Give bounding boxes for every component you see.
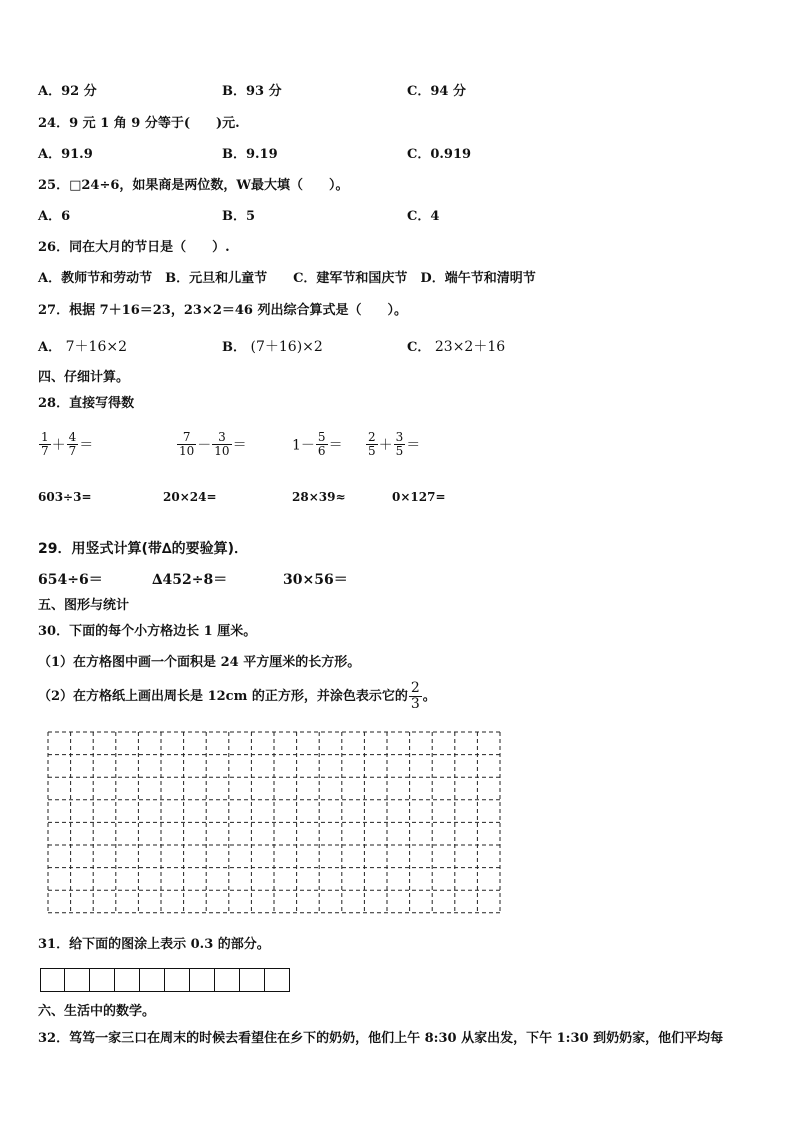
q25-stem: 25．□24÷6，如果商是两位数，W最大填（ ）。 — [38, 178, 349, 193]
q28-expr-1: 603÷3= — [38, 490, 92, 504]
f4-den1: 5 — [368, 444, 376, 458]
q30-part-2 — [38, 681, 436, 712]
q26-stem: 26．同在大月的节日是（ ）. — [38, 240, 230, 255]
bar-cell[interactable] — [165, 968, 190, 992]
dashed-grid[interactable] — [47, 731, 501, 914]
q31-stem: 31．给下面的图涂上表示 0.3 的部分。 — [38, 937, 270, 952]
f1-eq: ＝ — [79, 437, 94, 454]
f2-num2: 3 — [212, 431, 231, 445]
q28-stem: 28．直接写得数 — [38, 396, 135, 411]
q29-expr-2: ∆452÷8＝ — [152, 572, 228, 588]
f1-num1: 1 — [41, 430, 49, 444]
q28-expr-3: 28×39≈ — [292, 490, 346, 504]
q27-stem: 27．根据 7＋16＝23，23×2＝46 列出综合算式是（ ）。 — [38, 303, 407, 318]
q27-a-expr: 7＋16×2 — [65, 339, 127, 355]
q28-expr-2: 20×24= — [163, 490, 217, 504]
q28-fraction-2 — [176, 431, 247, 458]
f4-num1: 2 — [368, 430, 376, 444]
q29-stem: 29．用竖式计算(带∆的要验算)． — [38, 541, 249, 557]
q25-option-a: A．6 — [38, 209, 71, 224]
q27-b-expr: (7＋16)×2 — [250, 339, 323, 355]
f1-num2: 4 — [68, 430, 77, 444]
f3-eq: ＝ — [328, 437, 343, 454]
f4-num2: 3 — [395, 430, 404, 444]
section-6-heading: 六、生活中的数学。 — [38, 1004, 156, 1019]
q29-expr-1: 654÷6＝ — [38, 572, 103, 588]
bar-cell[interactable] — [65, 968, 90, 992]
q29-expr-3: 30×56＝ — [283, 572, 348, 588]
f2-den2: 10 — [214, 444, 230, 458]
q27-a-label: A． — [38, 340, 62, 355]
f3-num: 5 — [317, 430, 326, 444]
bar-cell[interactable] — [240, 968, 265, 992]
f1-den2: 7 — [68, 444, 77, 458]
q30-frac-num: 2 — [410, 680, 420, 696]
f4-op: ＋ — [378, 437, 393, 454]
q25-option-c: C．4 — [407, 209, 440, 224]
q25-option-b: B．5 — [222, 209, 256, 224]
f2-op: － — [197, 437, 212, 454]
q27-option-b — [222, 339, 323, 356]
f2-eq: ＝ — [232, 437, 247, 454]
section-4-heading: 四、仔细计算。 — [38, 370, 130, 385]
q23-option-b: B．93 分 — [222, 84, 282, 99]
bar-cell[interactable] — [215, 968, 240, 992]
f4-eq: ＝ — [406, 437, 421, 454]
q30-part-2-text: （2）在方格纸上画出周长是 12cm 的正方形，并涂色表示它的 — [38, 689, 408, 704]
q28-fraction-1 — [38, 431, 93, 458]
bar-cell[interactable] — [40, 968, 65, 992]
f2-num1: 7 — [177, 431, 196, 445]
q23-option-a: A．92 分 — [38, 84, 97, 99]
q24-option-c: C．0.919 — [407, 147, 472, 162]
f2-den1: 10 — [179, 444, 195, 458]
q27-c-label: C． — [407, 340, 431, 355]
bar-cell[interactable] — [140, 968, 165, 992]
f4-den2: 5 — [395, 444, 404, 458]
f3-lead: 1－ — [292, 437, 315, 454]
bar-cell[interactable] — [265, 968, 290, 992]
q24-option-a: A．91.9 — [38, 147, 93, 162]
f3-den: 6 — [317, 444, 326, 458]
q27-c-expr: 23×2＋16 — [434, 339, 506, 355]
f1-den1: 7 — [41, 444, 49, 458]
bar-cell[interactable] — [90, 968, 115, 992]
q27-b-label: B． — [222, 340, 246, 355]
q27-option-a — [38, 339, 127, 356]
q24-stem: 24．9 元 1 角 9 分等于( )元. — [38, 116, 240, 131]
ten-part-bar[interactable] — [40, 968, 290, 992]
q27-option-c — [407, 339, 505, 356]
q30-frac-den: 3 — [410, 696, 420, 712]
bar-cell[interactable] — [190, 968, 215, 992]
q24-option-b: B．9.19 — [222, 147, 278, 162]
f1-op: ＋ — [51, 437, 66, 454]
q23-option-c: C．94 分 — [407, 84, 466, 99]
q28-fraction-3 — [292, 431, 343, 458]
q30-part-1: （1）在方格图中画一个面积是 24 平方厘米的长方形。 — [38, 655, 361, 670]
q28-fraction-4 — [365, 431, 420, 458]
q30-part-2-end: 。 — [422, 689, 436, 704]
q30-stem: 30．下面的每个小方格边长 1 厘米。 — [38, 624, 257, 639]
q32-stem: 32．笃笃一家三口在周末的时候去看望住在乡下的奶奶，他们上午 8:30 从家出发，下午 1:30 到奶奶家，他们平均每 — [38, 1031, 724, 1046]
q28-expr-4: 0×127= — [392, 490, 446, 504]
q26-options: A．教师节和劳动节 B．元旦和儿童节 C．建军节和国庆节 D．端午节和清明节 — [38, 271, 536, 286]
bar-cell[interactable] — [115, 968, 140, 992]
section-5-heading: 五、图形与统计 — [38, 598, 130, 613]
